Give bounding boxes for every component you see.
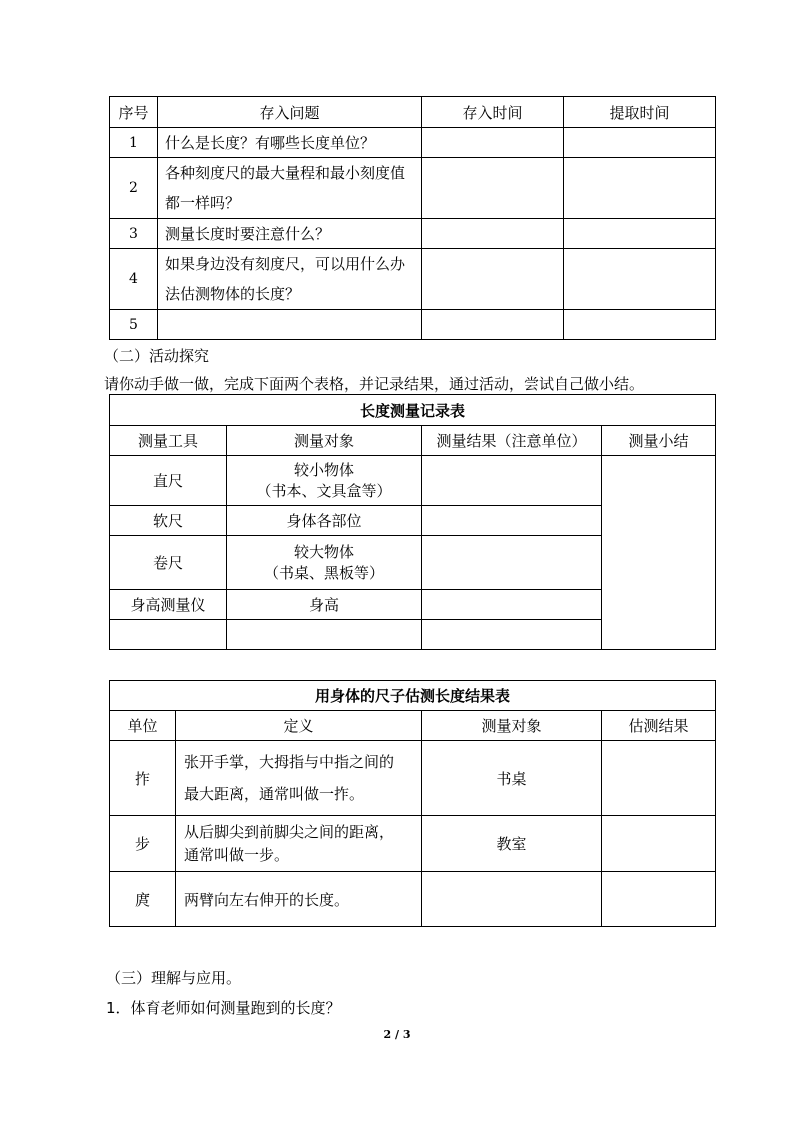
row-question: 如果身边没有刻度尺，可以用什么办法估测物体的长度？: [158, 249, 422, 310]
section-2-instruction: 请你动手做一做，完成下面两个表格，并记录结果，通过活动，尝试自己做小结。: [104, 375, 645, 393]
object-line-1: 较大物体: [293, 542, 354, 561]
definition-line-2: 最大距离，通常叫做一拃。: [184, 785, 365, 803]
retrieve-time-cell: [564, 310, 716, 340]
definition-cell: [176, 741, 422, 816]
tool-cell: 直尺: [110, 456, 227, 506]
row-index: 4: [110, 249, 158, 310]
table-row: [110, 872, 716, 927]
row-index: 3: [110, 219, 158, 249]
object-cell: 书桌: [422, 741, 602, 816]
object-cell: 身体各部位: [227, 506, 422, 536]
row-question: [158, 310, 422, 340]
definition-cell: 两臂向左右伸开的长度。: [176, 872, 422, 927]
header-index: 序号: [110, 97, 158, 128]
header-definition: 定义: [176, 711, 422, 741]
object-cell: [422, 872, 602, 927]
tool-cell: 身高测量仪: [110, 590, 227, 620]
unit-cell: 拃: [110, 741, 176, 816]
store-time-cell: [422, 219, 564, 249]
header-object: 测量对象: [422, 711, 602, 741]
unit-cell: 庹: [110, 872, 176, 927]
object-cell: 教室: [422, 816, 602, 872]
table-row: [110, 249, 716, 310]
row-index: 2: [110, 158, 158, 219]
table-row: [110, 310, 716, 340]
definition-line-1: 张开手掌，大拇指与中指之间的: [184, 753, 395, 771]
retrieve-time-cell: [564, 249, 716, 310]
section-2-heading: （二）活动探究: [104, 347, 210, 365]
result-cell: [422, 536, 602, 590]
table-row: [110, 456, 716, 506]
header-result: 测量结果（注意单位）: [422, 426, 602, 456]
store-time-cell: [422, 310, 564, 340]
definition-line-2: 通常叫做一步。: [184, 845, 290, 864]
section-3-heading: （三）理解与应用。: [106, 969, 242, 987]
table-row: [110, 816, 716, 872]
estimate-cell: [602, 816, 716, 872]
retrieve-time-cell: [564, 158, 716, 219]
table-row: [110, 219, 716, 249]
tool-cell: 卷尺: [110, 536, 227, 590]
tool-cell: [110, 620, 227, 650]
object-line-1: 较小物体: [293, 460, 354, 479]
table-row: [110, 741, 716, 816]
result-cell: [422, 620, 602, 650]
body-ruler-estimate-table: [109, 680, 716, 927]
object-line-2: （书本、文具盒等）: [256, 481, 392, 500]
header-tool: 测量工具: [110, 426, 227, 456]
header-summary: 测量小结: [602, 426, 716, 456]
definition-cell: [176, 816, 422, 872]
row-question: 测量长度时要注意什么？: [158, 219, 422, 249]
header-estimate: 估测结果: [602, 711, 716, 741]
object-cell: [227, 620, 422, 650]
result-cell: [422, 456, 602, 506]
table-title: 长度测量记录表: [110, 395, 716, 426]
question-1: 1．体育老师如何测量跑到的长度？: [106, 999, 341, 1017]
header-question: 存入问题: [158, 97, 422, 128]
result-cell: [422, 590, 602, 620]
page-number: 2 / 3: [383, 1028, 411, 1041]
header-unit: 单位: [110, 711, 176, 741]
object-cell: [227, 536, 422, 590]
table-row: [110, 128, 716, 158]
estimate-cell: [602, 741, 716, 816]
summary-cell: [602, 456, 716, 650]
store-time-cell: [422, 128, 564, 158]
store-time-cell: [422, 158, 564, 219]
header-store-time: 存入时间: [422, 97, 564, 128]
object-cell: 身高: [227, 590, 422, 620]
table-title: 用身体的尺子估测长度结果表: [110, 681, 716, 711]
row-question: 各种刻度尺的最大量程和最小刻度值都一样吗？: [158, 158, 422, 219]
retrieve-time-cell: [564, 128, 716, 158]
row-index: 1: [110, 128, 158, 158]
unit-cell: 步: [110, 816, 176, 872]
header-retrieve-time: 提取时间: [564, 97, 716, 128]
retrieve-time-cell: [564, 219, 716, 249]
length-measurement-record-table: [109, 394, 716, 650]
tool-cell: 软尺: [110, 506, 227, 536]
row-index: 5: [110, 310, 158, 340]
definition-line-1: 从后脚尖到前脚尖之间的距离，: [184, 822, 395, 841]
object-line-2: （书桌、黑板等）: [263, 563, 384, 582]
row-question: 什么是长度？有哪些长度单位？: [158, 128, 422, 158]
question-bank-table: [109, 96, 716, 340]
table-row: [110, 158, 716, 219]
header-object: 测量对象: [227, 426, 422, 456]
result-cell: [422, 506, 602, 536]
object-cell: [227, 456, 422, 506]
store-time-cell: [422, 249, 564, 310]
estimate-cell: [602, 872, 716, 927]
